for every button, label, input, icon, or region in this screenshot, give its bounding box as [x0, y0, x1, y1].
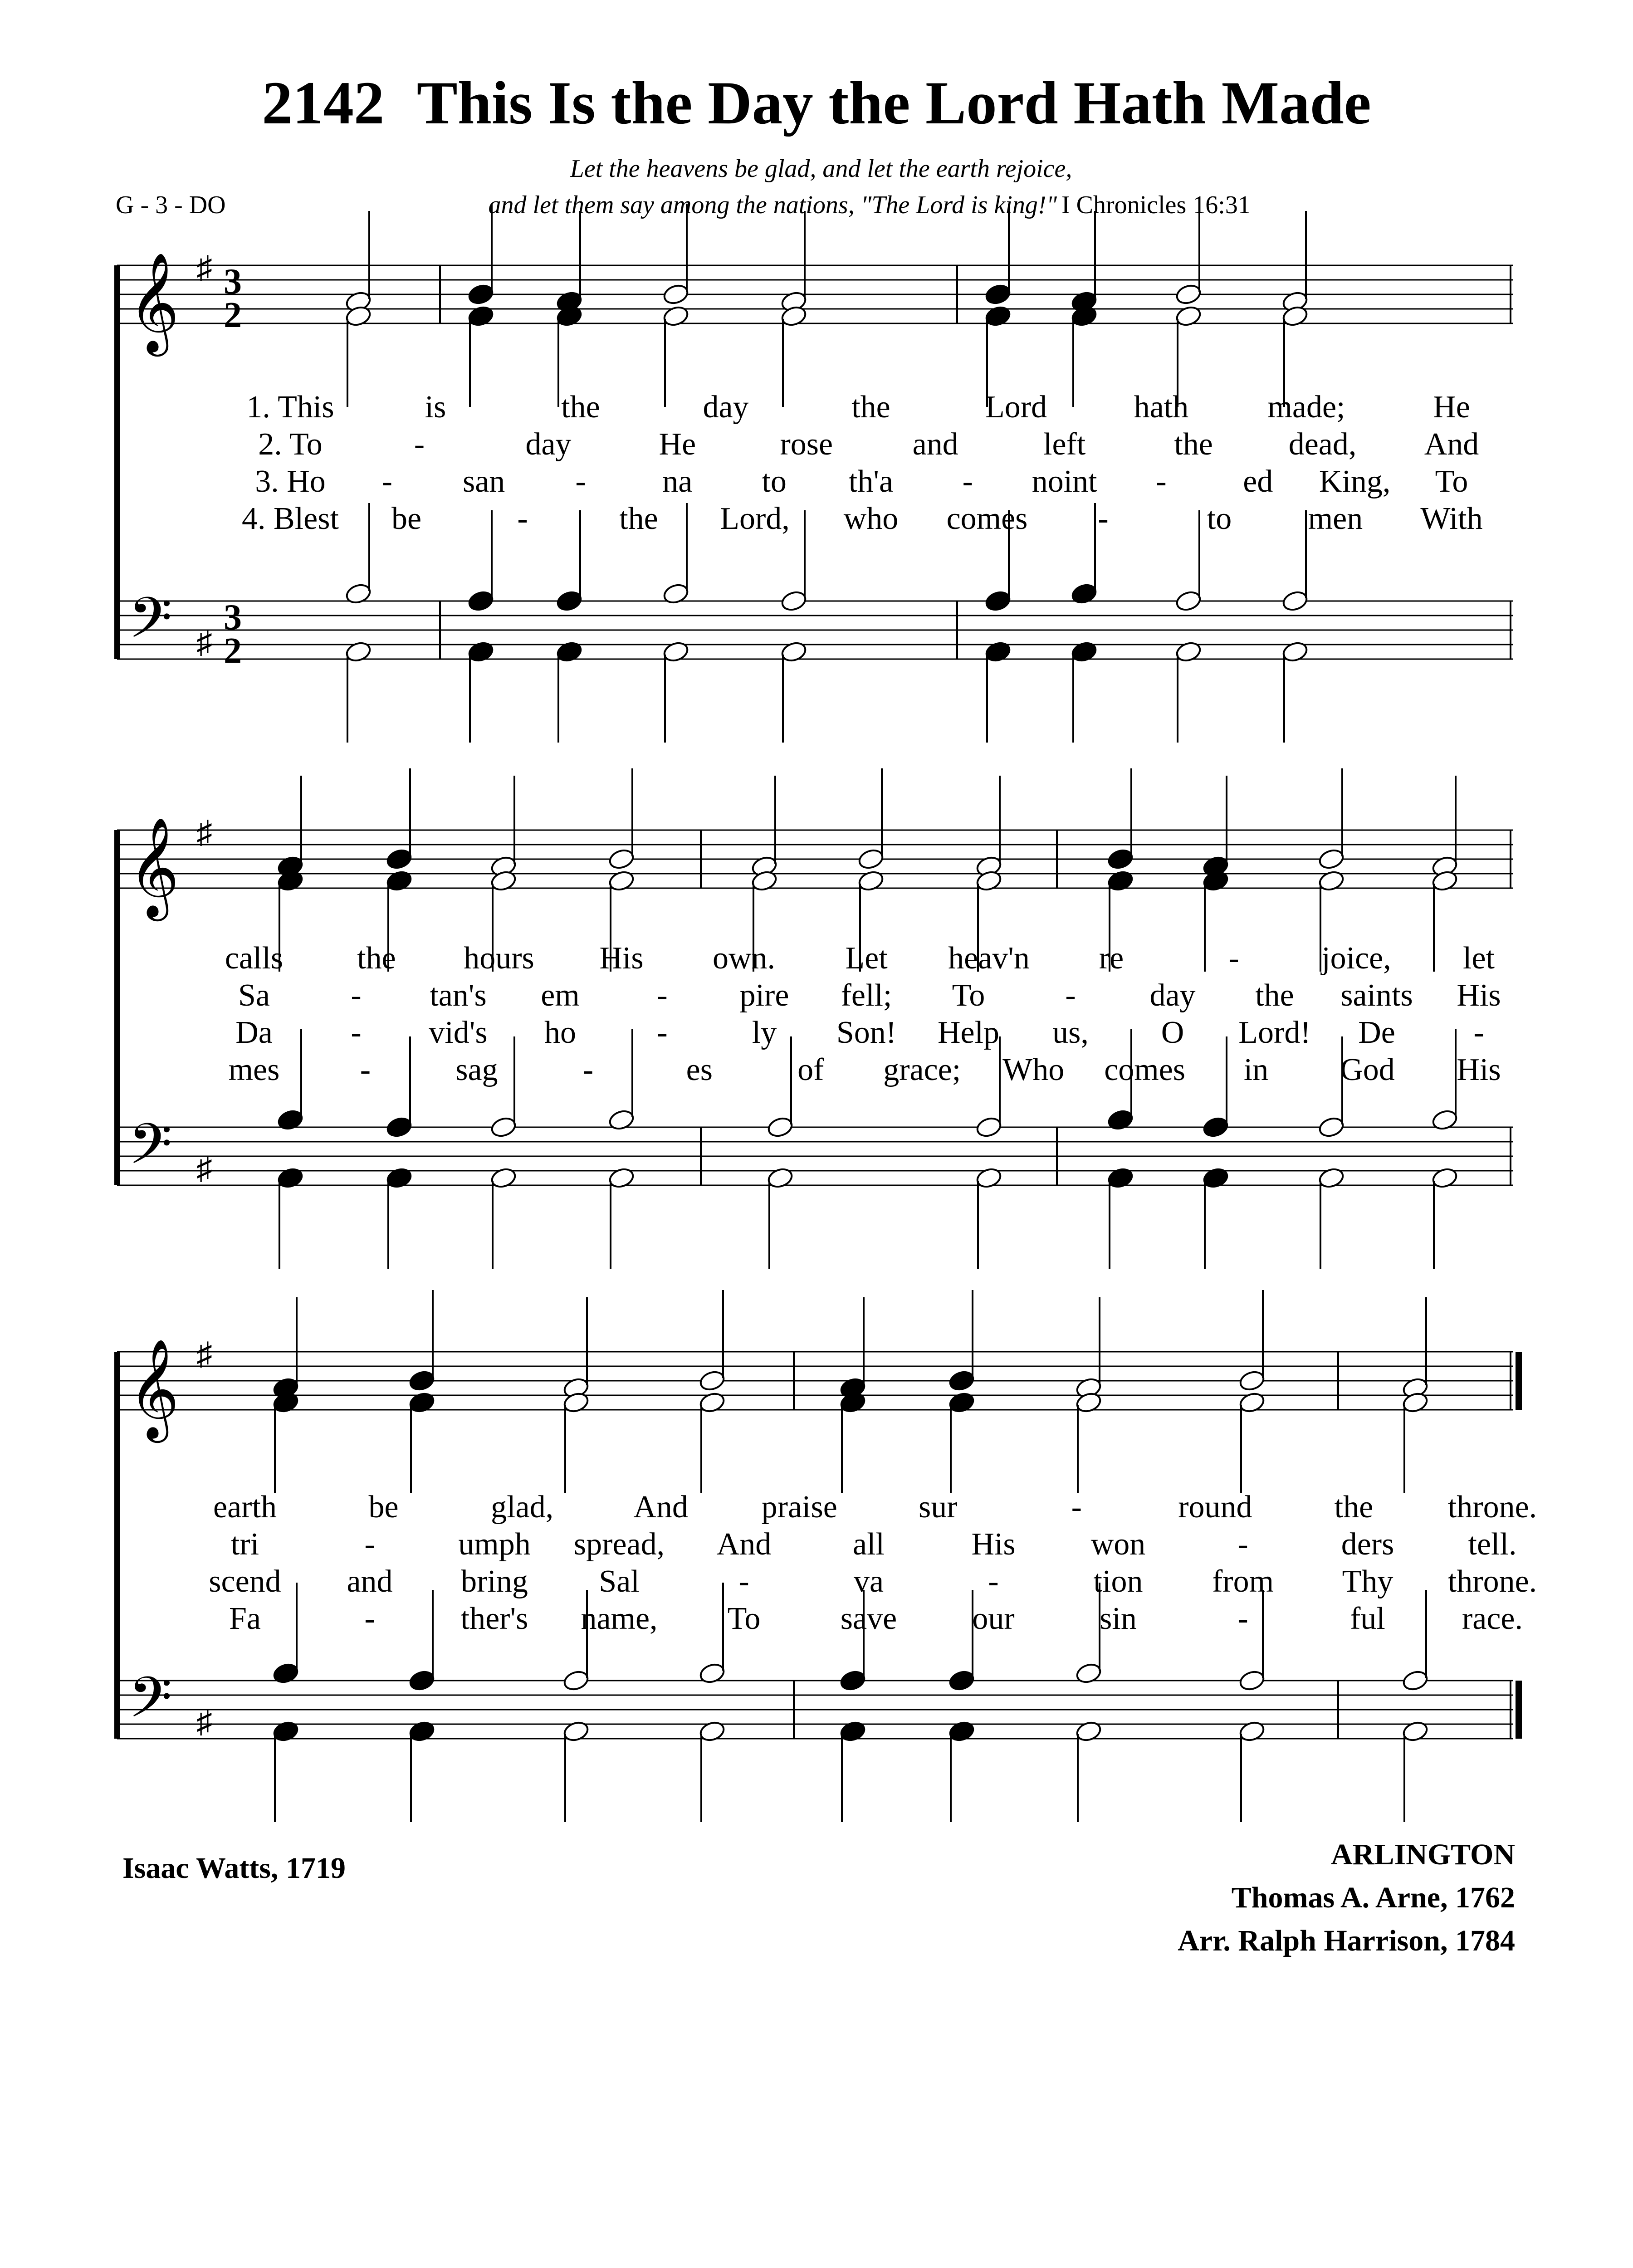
lyric-syllable: be	[391, 501, 422, 536]
lyric-syllable: -	[738, 1564, 749, 1599]
lyric-syllable: tell.	[1468, 1527, 1517, 1562]
lyric-syllable: to	[1207, 501, 1232, 536]
lyric-syllable: mes	[228, 1052, 280, 1087]
lyric-syllable: And	[1424, 427, 1479, 462]
lyric-syllable: 3. Ho	[255, 464, 326, 499]
lyric-syllable: scend	[209, 1564, 281, 1599]
bass-staff-3	[117, 1583, 1519, 1822]
half-note	[1238, 1391, 1266, 1414]
lyric-syllable: King,	[1319, 464, 1391, 499]
lyric-syllable: bring	[461, 1564, 528, 1599]
lyric-syllable: -	[364, 1601, 375, 1636]
quarter-note	[984, 304, 1012, 328]
lyric-syllable: De	[1358, 1015, 1395, 1050]
key-sharp-icon: ♯	[196, 1151, 212, 1186]
lyric-syllable: 4. Blest	[242, 501, 339, 536]
lyric-syllable: who	[843, 501, 899, 536]
lyric-syllable: us,	[1052, 1015, 1089, 1050]
lyric-syllable: -	[988, 1564, 999, 1599]
time-signature-top: 3	[224, 262, 242, 302]
scripture-line-1: Let the heavens be glad, and let the earth rejoice,	[570, 155, 1072, 183]
lyric-syllable: -	[1065, 978, 1076, 1013]
key-sharp-icon: ♯	[196, 815, 212, 850]
half-note	[780, 640, 807, 664]
lyric-syllable: Thy	[1342, 1564, 1393, 1599]
lyric-syllable: Da	[235, 1015, 273, 1050]
half-note	[1174, 640, 1202, 664]
lyric-syllable: and	[347, 1564, 393, 1599]
quarter-note	[408, 1369, 435, 1393]
half-note	[857, 847, 885, 871]
key-info: G - 3 - DO	[116, 191, 226, 219]
half-note	[1238, 1720, 1266, 1743]
quarter-note	[1202, 1115, 1229, 1139]
lyric-syllable: na	[662, 464, 693, 499]
quarter-note	[1070, 582, 1098, 606]
lyric-syllable: 2. To	[258, 427, 323, 462]
lyric-syllable: es	[686, 1052, 713, 1087]
treble-staff-3	[117, 1290, 1519, 1493]
lyric-syllable: -	[1098, 501, 1109, 536]
half-note	[1174, 589, 1202, 613]
lyric-syllable: -	[657, 978, 668, 1013]
quarter-note	[272, 1720, 299, 1743]
key-sharp-icon: ♯	[196, 1337, 212, 1372]
half-note	[698, 1662, 726, 1685]
lyric-syllable: -	[1228, 941, 1239, 976]
lyric-syllable: day	[703, 390, 749, 425]
half-note	[975, 1166, 1002, 1190]
quarter-note	[839, 1720, 866, 1743]
half-note	[1317, 1166, 1345, 1190]
lyric-syllable: own.	[712, 941, 776, 976]
half-note	[344, 640, 372, 664]
lyric-syllable: -	[1473, 1015, 1484, 1050]
lyric-syllable: the	[357, 941, 396, 976]
lyric-syllable: our	[972, 1601, 1015, 1636]
lyric-syllable: hours	[464, 941, 534, 976]
half-note	[1281, 640, 1309, 664]
lyric-syllable: -	[1156, 464, 1167, 499]
lyric-syllable: em	[541, 978, 580, 1013]
lyric-syllable: of	[797, 1052, 824, 1087]
lyric-syllable: -	[1237, 1601, 1248, 1636]
quarter-note	[408, 1720, 435, 1743]
quarter-note	[408, 1669, 435, 1692]
lyric-syllable: comes	[946, 501, 1028, 536]
quarter-note	[385, 847, 413, 871]
quarter-note	[839, 1669, 866, 1692]
quarter-note	[948, 1391, 975, 1414]
quarter-note	[1202, 1166, 1229, 1190]
scripture-reference: I Chronicles 16:31	[1061, 191, 1251, 219]
lyric-syllable: earth	[213, 1490, 277, 1525]
lyric-syllable: va	[853, 1564, 884, 1599]
half-note	[857, 869, 885, 893]
quarter-note	[385, 1166, 413, 1190]
lyric-syllable: -	[364, 1527, 375, 1562]
lyric-syllable: Son!	[836, 1015, 897, 1050]
lyric-syllable: noint	[1032, 464, 1097, 499]
half-note	[562, 1669, 590, 1692]
quarter-note	[555, 640, 583, 664]
half-note	[766, 1166, 794, 1190]
quarter-note	[1106, 1108, 1134, 1132]
lyric-syllable: God	[1340, 1052, 1395, 1087]
lyric-syllable: day	[525, 427, 572, 462]
lyric-syllable: Sa	[238, 978, 270, 1013]
lyric-syllable: Let	[845, 941, 888, 976]
half-note	[1401, 1669, 1429, 1692]
lyric-syllable: re	[1099, 941, 1124, 976]
lyric-syllable: to	[762, 464, 787, 499]
lyric-syllable: the	[1334, 1490, 1374, 1525]
lyric-syllable: Fa	[229, 1601, 261, 1636]
lyric-syllable: His	[1457, 978, 1501, 1013]
half-note	[662, 283, 689, 306]
composer: Thomas A. Arne, 1762	[1231, 1881, 1515, 1914]
lyric-syllable: His	[599, 941, 644, 976]
lyric-syllable: calls	[225, 941, 284, 976]
lyric-syllable: hath	[1134, 390, 1189, 425]
key-sharp-icon: ♯	[196, 625, 212, 660]
lyric-syllable: tan's	[430, 978, 487, 1013]
lyric-syllable: day	[1149, 978, 1196, 1013]
half-note	[1431, 1166, 1458, 1190]
lyric-syllable: glad,	[491, 1490, 554, 1525]
lyric-syllable: ly	[752, 1015, 777, 1050]
treble-clef-icon: 𝄞	[128, 820, 180, 915]
treble-staff-2	[117, 768, 1513, 972]
lyric-syllable: With	[1420, 501, 1483, 536]
half-note	[607, 869, 635, 893]
half-note	[975, 1115, 1002, 1139]
quarter-note	[984, 589, 1012, 613]
lyric-syllable: ed	[1243, 464, 1273, 499]
lyric-syllable: rose	[780, 427, 833, 462]
half-note	[698, 1369, 726, 1393]
half-note	[489, 1115, 517, 1139]
lyric-syllable: tri	[230, 1527, 259, 1562]
hymn-title-text: This Is the Day the Lord Hath Made	[416, 69, 1371, 137]
lyric-syllable: is	[425, 390, 446, 425]
quarter-note	[1070, 640, 1098, 664]
lyric-syllable: made;	[1267, 390, 1345, 425]
lyric-syllable: san	[463, 464, 505, 499]
half-note	[1174, 283, 1202, 306]
half-note	[662, 640, 689, 664]
half-note	[1075, 1720, 1102, 1743]
lyric-syllable: grace;	[883, 1052, 961, 1087]
half-note	[1317, 869, 1345, 893]
half-note	[562, 1720, 590, 1743]
quarter-note	[272, 1662, 299, 1685]
lyric-syllable: He	[1433, 390, 1470, 425]
quarter-note	[948, 1369, 975, 1393]
lyric-syllable: Lord	[985, 390, 1047, 425]
lyric-syllable: be	[368, 1490, 399, 1525]
lyric-syllable: throne.	[1447, 1490, 1537, 1525]
lyric-syllable: -	[962, 464, 973, 499]
lyric-syllable: tion	[1093, 1564, 1143, 1599]
lyric-syllable: Sal	[599, 1564, 640, 1599]
lyric-syllable: name,	[581, 1601, 658, 1636]
lyric-syllable: Help	[937, 1015, 1000, 1050]
lyric-syllable: -	[360, 1052, 371, 1087]
lyric-syllable: sur	[918, 1490, 958, 1525]
bass-clef-icon: 𝄢	[128, 1667, 172, 1743]
lyric-syllable: ful	[1350, 1601, 1385, 1636]
time-signature-bottom: 2	[224, 631, 242, 671]
quarter-note	[385, 1115, 413, 1139]
half-note	[766, 1115, 794, 1139]
lyric-syllable: -	[657, 1015, 668, 1050]
lyric-syllable: vid's	[429, 1015, 488, 1050]
quarter-note	[467, 283, 494, 306]
lyric-syllable: fell;	[841, 978, 892, 1013]
quarter-note	[276, 1166, 304, 1190]
lyric-syllable: -	[1237, 1527, 1248, 1562]
lyric-syllable: throne.	[1447, 1564, 1537, 1599]
quarter-note	[1106, 869, 1134, 893]
lyric-syllable: the	[1174, 427, 1213, 462]
half-note	[1401, 1720, 1429, 1743]
quarter-note	[555, 589, 583, 613]
quarter-note	[467, 640, 494, 664]
lyric-syllable: th'a	[848, 464, 894, 499]
lyric-syllable: To	[727, 1601, 761, 1636]
lyric-syllable: spread,	[573, 1527, 665, 1562]
half-note	[662, 582, 689, 606]
lyric-syllable: -	[575, 464, 586, 499]
lyric-syllable: sin	[1100, 1601, 1137, 1636]
lyric-syllable: from	[1212, 1564, 1274, 1599]
half-note	[780, 589, 807, 613]
lyric-syllable: race.	[1462, 1601, 1523, 1636]
lyric-syllable: 1. This	[246, 390, 334, 425]
lyric-syllable: He	[659, 427, 696, 462]
lyric-syllable: His	[1457, 1052, 1501, 1087]
lyric-syllable: Who	[1002, 1052, 1065, 1087]
lyric-syllable: the	[561, 390, 600, 425]
half-note	[698, 1720, 726, 1743]
lyric-syllable: ther's	[460, 1601, 528, 1636]
scripture-line-2: and let them say among the nations, "The Lord is king!"	[488, 191, 1057, 219]
lyric-syllable: praise	[761, 1490, 837, 1525]
lyric-syllable: -	[351, 1015, 362, 1050]
lyric-syllable: ders	[1341, 1527, 1394, 1562]
lyric-syllable: and	[912, 427, 958, 462]
treble-clef-icon: 𝄞	[128, 1342, 180, 1437]
half-note	[1238, 1369, 1266, 1393]
hymn-number: 2142	[262, 69, 385, 137]
half-note	[1431, 1108, 1458, 1132]
quarter-note	[984, 283, 1012, 306]
lyric-syllable: To	[952, 978, 985, 1013]
lyric-syllable: saints	[1340, 978, 1413, 1013]
quarter-note	[984, 640, 1012, 664]
treble-clef-icon: 𝄞	[128, 255, 180, 351]
lyric-syllable: won	[1090, 1527, 1146, 1562]
treble-staff-1	[117, 204, 1513, 407]
bass-clef-icon: 𝄢	[128, 588, 172, 663]
lyric-syllable: umph	[458, 1527, 531, 1562]
lyric-syllable: let	[1463, 941, 1495, 976]
lyric-syllable: pire	[739, 978, 789, 1013]
lyric-syllable: the	[851, 390, 890, 425]
half-note	[607, 847, 635, 871]
time-signature-top: 3	[224, 597, 242, 637]
lyric-syllable: left	[1043, 427, 1086, 462]
quarter-note	[276, 1108, 304, 1132]
lyric-syllable: ho	[544, 1015, 576, 1050]
half-note	[607, 1108, 635, 1132]
half-note	[344, 582, 372, 606]
lyric-lines	[209, 390, 1537, 1636]
lyric-syllable: the	[619, 501, 658, 536]
quarter-note	[1106, 847, 1134, 871]
lyric-syllable: To	[1435, 464, 1468, 499]
tune-name: ARLINGTON	[1331, 1838, 1515, 1871]
key-sharp-icon: ♯	[196, 250, 212, 285]
words-author: Isaac Watts, 1719	[122, 1852, 346, 1885]
arranger: Arr. Ralph Harrison, 1784	[1178, 1924, 1515, 1957]
key-sharp-icon: ♯	[196, 1705, 212, 1740]
time-signature-bottom: 2	[224, 295, 242, 335]
half-note	[698, 1391, 726, 1414]
lyric-syllable: -	[1071, 1490, 1082, 1525]
lyric-syllable: men	[1308, 501, 1363, 536]
quarter-note	[467, 304, 494, 328]
lyric-syllable: joice,	[1321, 941, 1391, 976]
lyric-syllable: the	[1255, 978, 1294, 1013]
hymn-title	[262, 69, 1371, 137]
half-note	[1317, 1115, 1345, 1139]
lyric-syllable: all	[853, 1527, 885, 1562]
lyric-syllable: heav'n	[948, 941, 1030, 976]
lyric-syllable: dead,	[1288, 427, 1357, 462]
quarter-note	[948, 1720, 975, 1743]
quarter-note	[467, 589, 494, 613]
half-note	[662, 304, 689, 328]
lyric-syllable: And	[633, 1490, 688, 1525]
lyric-syllable: -	[414, 427, 425, 462]
quarter-note	[385, 869, 413, 893]
lyric-syllable: And	[716, 1527, 772, 1562]
lyric-syllable: -	[582, 1052, 594, 1087]
half-note	[1281, 589, 1309, 613]
lyric-syllable: comes	[1104, 1052, 1186, 1087]
lyric-syllable: save	[840, 1601, 897, 1636]
lyric-syllable: O	[1161, 1015, 1184, 1050]
lyric-syllable: in	[1243, 1052, 1269, 1087]
bass-clef-icon: 𝄢	[128, 1114, 172, 1189]
half-note	[489, 1166, 517, 1190]
quarter-note	[408, 1391, 435, 1414]
lyric-syllable: -	[351, 978, 362, 1013]
quarter-note	[1106, 1166, 1134, 1190]
lyric-syllable: Lord,	[720, 501, 790, 536]
bass-staff-1	[117, 503, 1513, 743]
half-note	[1174, 304, 1202, 328]
half-note	[1075, 1662, 1102, 1685]
lyric-syllable: round	[1178, 1490, 1252, 1525]
half-note	[607, 1166, 635, 1190]
lyric-syllable: sag	[455, 1052, 498, 1087]
half-note	[1238, 1669, 1266, 1692]
lyric-syllable: -	[517, 501, 528, 536]
quarter-note	[948, 1669, 975, 1692]
lyric-syllable: Lord!	[1238, 1015, 1311, 1050]
lyric-syllable: -	[381, 464, 392, 499]
lyric-syllable: His	[971, 1527, 1016, 1562]
half-note	[1317, 847, 1345, 871]
